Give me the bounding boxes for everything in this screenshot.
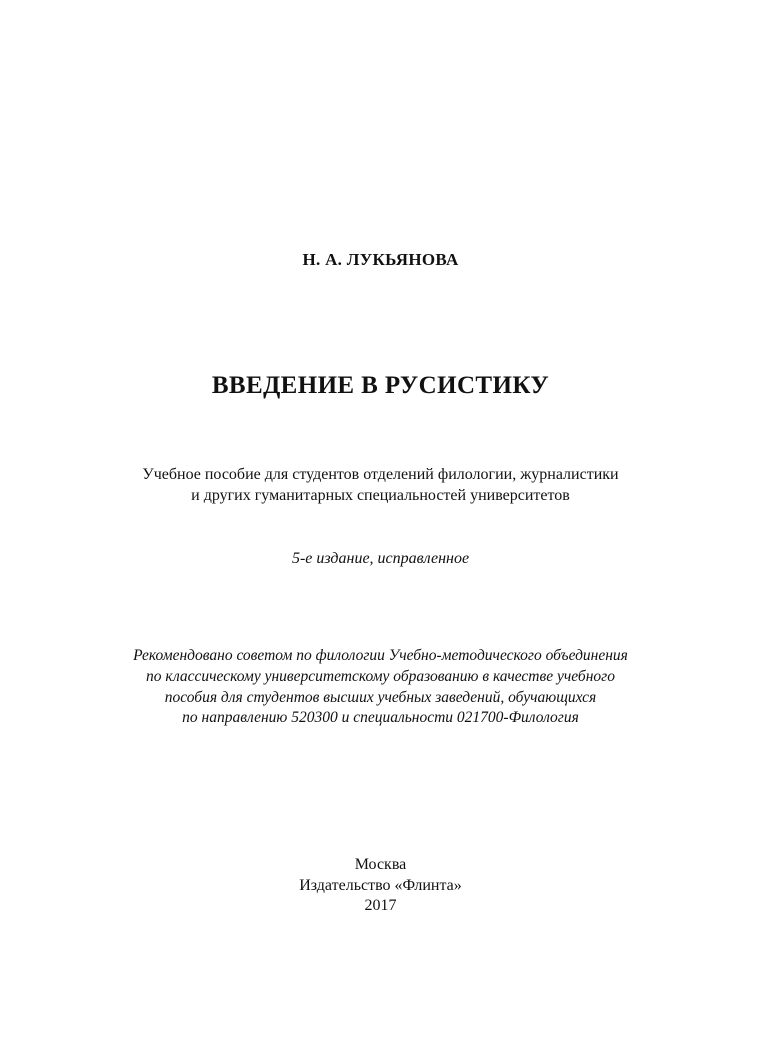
imprint-city: Москва	[354, 856, 407, 873]
author-name: Н. А. ЛУКЬЯНОВА	[302, 250, 459, 269]
recommendation-line-3: пособия для студентов высших учебных заведений, обучающихся	[164, 689, 597, 706]
recommendation-line-4: по направлению 520300 и специальности 021700-Филология	[182, 709, 579, 726]
book-title: ВВЕДЕНИЕ В РУСИСТИКУ	[211, 372, 550, 399]
imprint-year: 2017	[364, 897, 397, 914]
edition-note: 5-е издание, исправленное	[291, 550, 470, 567]
imprint-publisher: Издательство «Флинта»	[299, 877, 462, 894]
recommendation-line-1: Рекомендовано советом по филологии Учебно-методического объединения	[133, 647, 628, 664]
subtitle-line-2: и других гуманитарных специальностей университетов	[191, 487, 570, 504]
subtitle-line-1: Учебное пособие для студентов отделений филологии, журналистики	[142, 466, 619, 483]
recommendation-line-2: по классическому университетскому образованию в качестве учебного	[146, 668, 615, 685]
